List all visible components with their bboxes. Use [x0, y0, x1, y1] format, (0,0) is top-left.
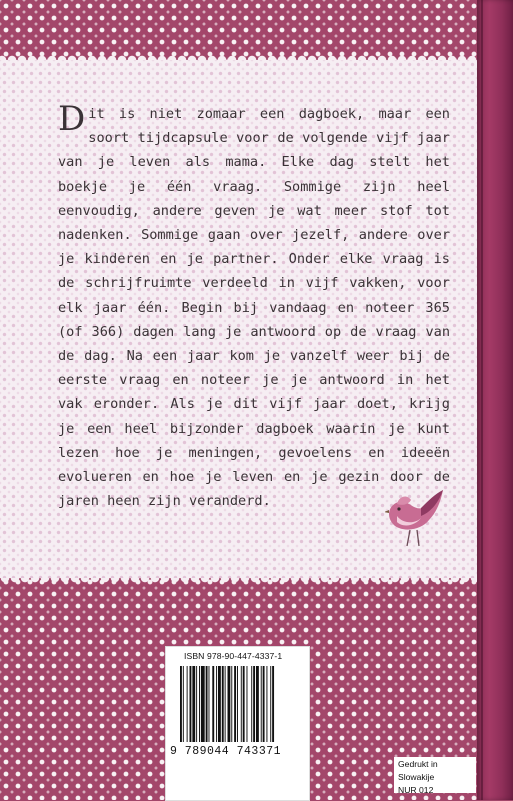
- isbn-number: ISBN 978-90-447-4337-1: [184, 651, 283, 661]
- barcode-bars: [180, 666, 298, 742]
- lace-border-bottom: [0, 578, 477, 586]
- spine-hinge-line: [481, 0, 483, 800]
- imprint-info: [394, 757, 476, 793]
- lace-border-top: [0, 52, 477, 60]
- bird-icon: [385, 486, 445, 548]
- nur-code: NUR 012: [398, 785, 434, 795]
- barcode-label: [165, 646, 310, 801]
- printed-in-label: Gedrukt in Slowakije: [398, 759, 438, 782]
- barcode-digits: 9 789044 743371: [170, 745, 282, 758]
- book-spine: [477, 0, 513, 800]
- blurb-text: [58, 99, 450, 513]
- blurb-body: it is niet zomaar een dagboek, maar een soort tijdcapsule voor de volgende vijf jaar van je leven als mama. Elke dag stelt het boekje je één vraag. Sommige zijn heel eenvoudig, andere geven je wat meer stof tot nadenken. Sommige gaan over jezelf, andere over je kinderen en je partner. Onder elke vraag is de schrijfruimte verdeeld in vijf vakken, voor elk jaar één. Begin bij vandaag en noteer 365 (of 366) dagen lang je antwoord op de vraag van de dag. Na een jaar kom je vanzelf weer bij de eerste vraag en noteer je je antwoord in het vak eronder. Als je dit vijf jaar doet, krijg je een heel bijzonder dagboek waarin je kunt lezen hoe je meningen, gevoelens en ideeën evolueren en hoe je leven en je gezin door de jaren heen zijn veranderd.: [58, 106, 450, 510]
- drop-cap: D: [58, 99, 86, 139]
